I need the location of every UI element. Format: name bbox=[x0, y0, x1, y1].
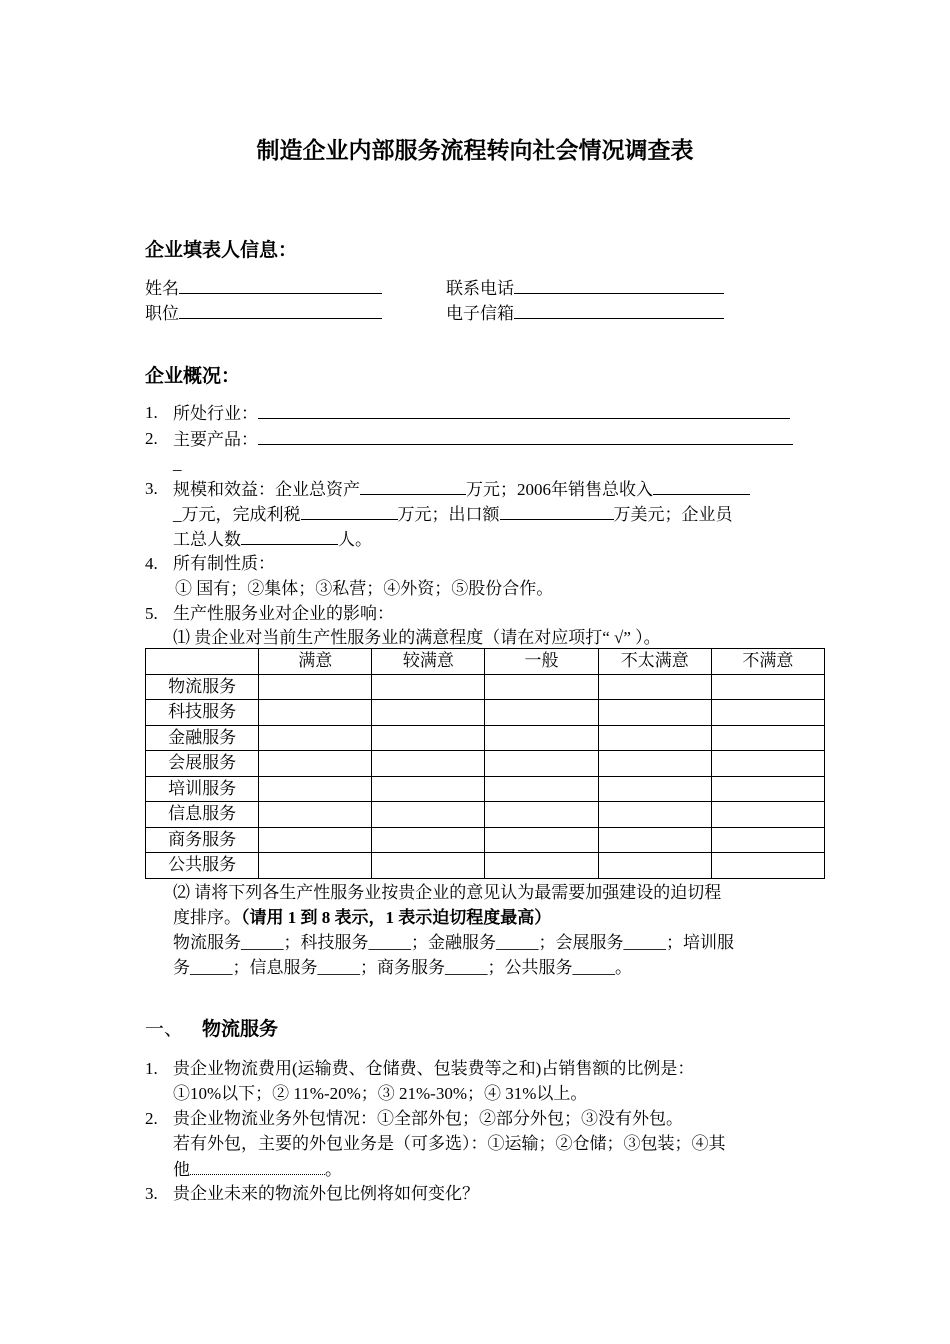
name-field[interactable] bbox=[145, 275, 382, 301]
s1-q2-other-field[interactable] bbox=[173, 1156, 342, 1182]
position-field[interactable] bbox=[145, 300, 382, 326]
rating-cell[interactable] bbox=[598, 776, 711, 802]
industry-label: 所处行业： bbox=[173, 404, 258, 423]
phone-field[interactable] bbox=[446, 275, 724, 301]
rating-cell[interactable] bbox=[598, 674, 711, 700]
rating-cell[interactable] bbox=[372, 776, 485, 802]
rating-cell[interactable] bbox=[598, 853, 711, 879]
column-header: 一般 bbox=[485, 649, 598, 675]
rating-cell[interactable] bbox=[259, 776, 372, 802]
period: 。 bbox=[325, 1160, 342, 1179]
phone-label: 联系电话 bbox=[446, 279, 514, 298]
s1-q1-text: 贵企业物流费用(运输费、仓储费、包装费等之和)占销售额的比例是： bbox=[173, 1059, 695, 1078]
scale-line-1[interactable] bbox=[173, 476, 750, 502]
scale-line-2[interactable] bbox=[173, 501, 733, 527]
export-unit-label: 万美元；企业员 bbox=[613, 505, 733, 524]
table-row bbox=[146, 827, 825, 853]
rating-cell[interactable] bbox=[259, 802, 372, 828]
column-header: 较满意 bbox=[372, 649, 485, 675]
rating-cell[interactable] bbox=[485, 827, 598, 853]
row-label: 金融服务 bbox=[146, 725, 259, 751]
rating-cell[interactable] bbox=[711, 751, 824, 777]
ranking-instruction-2 bbox=[173, 905, 551, 930]
s1-q2-number: 2. bbox=[145, 1109, 158, 1128]
rating-cell[interactable] bbox=[485, 751, 598, 777]
column-header: 不太满意 bbox=[598, 649, 711, 675]
row-label: 培训服务 bbox=[146, 776, 259, 802]
satisfaction-instruction: ⑴ 贵企业对当前生产性服务业的满意程度（请在对应项打“ √” ）。 bbox=[173, 628, 661, 647]
s1-q1-options[interactable]: ①10%以下；② 11%-20%；③ 21%-30%；④ 31%以上。 bbox=[173, 1084, 588, 1103]
ranking-fields-1[interactable]: 物流服务_____；科技服务_____；金融服务_____；会展服务_____；培训服 bbox=[173, 933, 734, 952]
revenue-label: 万元；2006年销售总收入 bbox=[466, 480, 653, 499]
export-label: 万元；出口额 bbox=[397, 505, 500, 524]
ranking-fields-2[interactable]: 务_____；信息服务_____；商务服务_____；公共服务_____。 bbox=[173, 958, 632, 977]
rating-cell[interactable] bbox=[372, 725, 485, 751]
rating-cell[interactable] bbox=[372, 751, 485, 777]
ownership-label: 所有制性质： bbox=[173, 554, 275, 573]
q5-number: 5. bbox=[145, 604, 158, 623]
rating-cell[interactable] bbox=[711, 725, 824, 751]
rating-cell[interactable] bbox=[711, 700, 824, 726]
header-blank bbox=[146, 649, 259, 675]
ranking-instruction-1: ⑵ 请将下列各生产性服务业按贵企业的意见认为最需要加强建设的迫切程 bbox=[173, 883, 722, 902]
employees-label: 工总人数 bbox=[173, 530, 241, 549]
s1-q2-text[interactable]: 贵企业物流业务外包情况：①全部外包；②部分外包；③没有外包。 bbox=[173, 1109, 683, 1128]
rating-cell[interactable] bbox=[711, 802, 824, 828]
q4-number: 4. bbox=[145, 554, 158, 573]
s1-q3-number: 3. bbox=[145, 1184, 158, 1203]
rating-cell[interactable] bbox=[259, 674, 372, 700]
rating-cell[interactable] bbox=[485, 674, 598, 700]
position-label: 职位 bbox=[145, 304, 179, 323]
section-number: 一、 bbox=[145, 1019, 184, 1040]
overview-heading: 企业概况： bbox=[145, 366, 241, 387]
name-label: 姓名 bbox=[145, 279, 179, 298]
rating-cell[interactable] bbox=[259, 725, 372, 751]
table-header-row bbox=[146, 649, 825, 675]
ranking-instruction-bold: （请用 1 到 8 表示，1 表示迫切程度最高） bbox=[241, 908, 552, 927]
rating-cell[interactable] bbox=[485, 802, 598, 828]
rating-cell[interactable] bbox=[711, 776, 824, 802]
rating-cell[interactable] bbox=[259, 853, 372, 879]
q1-number: 1. bbox=[145, 403, 158, 422]
tax-label: _万元，完成利税 bbox=[173, 505, 301, 524]
rating-cell[interactable] bbox=[711, 853, 824, 879]
rating-cell[interactable] bbox=[372, 853, 485, 879]
table-row bbox=[146, 725, 825, 751]
row-label: 会展服务 bbox=[146, 751, 259, 777]
rating-cell[interactable] bbox=[372, 674, 485, 700]
table-row bbox=[146, 700, 825, 726]
s1-q2-line2[interactable]: 若有外包，主要的外包业务是（可多选）：①运输；②仓储；③包装；④其 bbox=[173, 1134, 726, 1153]
ranking-instruction-text: 度排序。 bbox=[173, 908, 241, 927]
rating-cell[interactable] bbox=[372, 700, 485, 726]
s1-q1-number: 1. bbox=[145, 1059, 158, 1078]
table-row bbox=[146, 776, 825, 802]
rating-cell[interactable] bbox=[372, 827, 485, 853]
rating-cell[interactable] bbox=[259, 827, 372, 853]
row-label: 科技服务 bbox=[146, 700, 259, 726]
table-row bbox=[146, 853, 825, 879]
row-label: 商务服务 bbox=[146, 827, 259, 853]
rating-cell[interactable] bbox=[598, 802, 711, 828]
row-label: 物流服务 bbox=[146, 674, 259, 700]
employees-unit: 人。 bbox=[338, 530, 372, 549]
rating-cell[interactable] bbox=[372, 802, 485, 828]
column-header: 不满意 bbox=[711, 649, 824, 675]
s1-q3-text: 贵企业未来的物流外包比例将如何变化？ bbox=[173, 1184, 479, 1203]
page-title: 制造企业内部服务流程转向社会情况调查表 bbox=[256, 138, 694, 163]
email-field[interactable] bbox=[446, 300, 724, 326]
industry-field[interactable] bbox=[173, 400, 790, 426]
rating-cell[interactable] bbox=[598, 751, 711, 777]
section-heading: 物流服务 bbox=[202, 1019, 279, 1040]
products-continuation: _ bbox=[173, 454, 182, 473]
rating-cell[interactable] bbox=[711, 827, 824, 853]
table-row bbox=[146, 674, 825, 700]
rating-cell[interactable] bbox=[598, 725, 711, 751]
rating-cell[interactable] bbox=[598, 700, 711, 726]
ownership-options[interactable]: ① 国有；②集体；③私营；④外资；⑤股份合作。 bbox=[175, 579, 554, 598]
table-row bbox=[146, 802, 825, 828]
rating-cell[interactable] bbox=[259, 751, 372, 777]
q2-number: 2. bbox=[145, 429, 158, 448]
rating-cell[interactable] bbox=[485, 700, 598, 726]
satisfaction-table bbox=[145, 648, 825, 879]
q3-number: 3. bbox=[145, 479, 158, 498]
rating-cell[interactable] bbox=[259, 700, 372, 726]
respondent-heading: 企业填表人信息： bbox=[145, 240, 298, 261]
rating-cell[interactable] bbox=[711, 674, 824, 700]
row-label: 公共服务 bbox=[146, 853, 259, 879]
products-label: 主要产品： bbox=[173, 430, 258, 449]
row-label: 信息服务 bbox=[146, 802, 259, 828]
scale-line-3[interactable] bbox=[173, 526, 372, 552]
impact-label: 生产性服务业对企业的影响： bbox=[173, 604, 394, 623]
table-row bbox=[146, 751, 825, 777]
rating-cell[interactable] bbox=[598, 827, 711, 853]
rating-cell[interactable] bbox=[485, 725, 598, 751]
other-label: 他 bbox=[173, 1160, 190, 1179]
column-header: 满意 bbox=[259, 649, 372, 675]
rating-cell[interactable] bbox=[485, 776, 598, 802]
assets-label: 规模和效益：企业总资产 bbox=[173, 480, 360, 499]
products-field[interactable] bbox=[173, 426, 793, 452]
email-label: 电子信箱 bbox=[446, 304, 514, 323]
rating-cell[interactable] bbox=[485, 853, 598, 879]
